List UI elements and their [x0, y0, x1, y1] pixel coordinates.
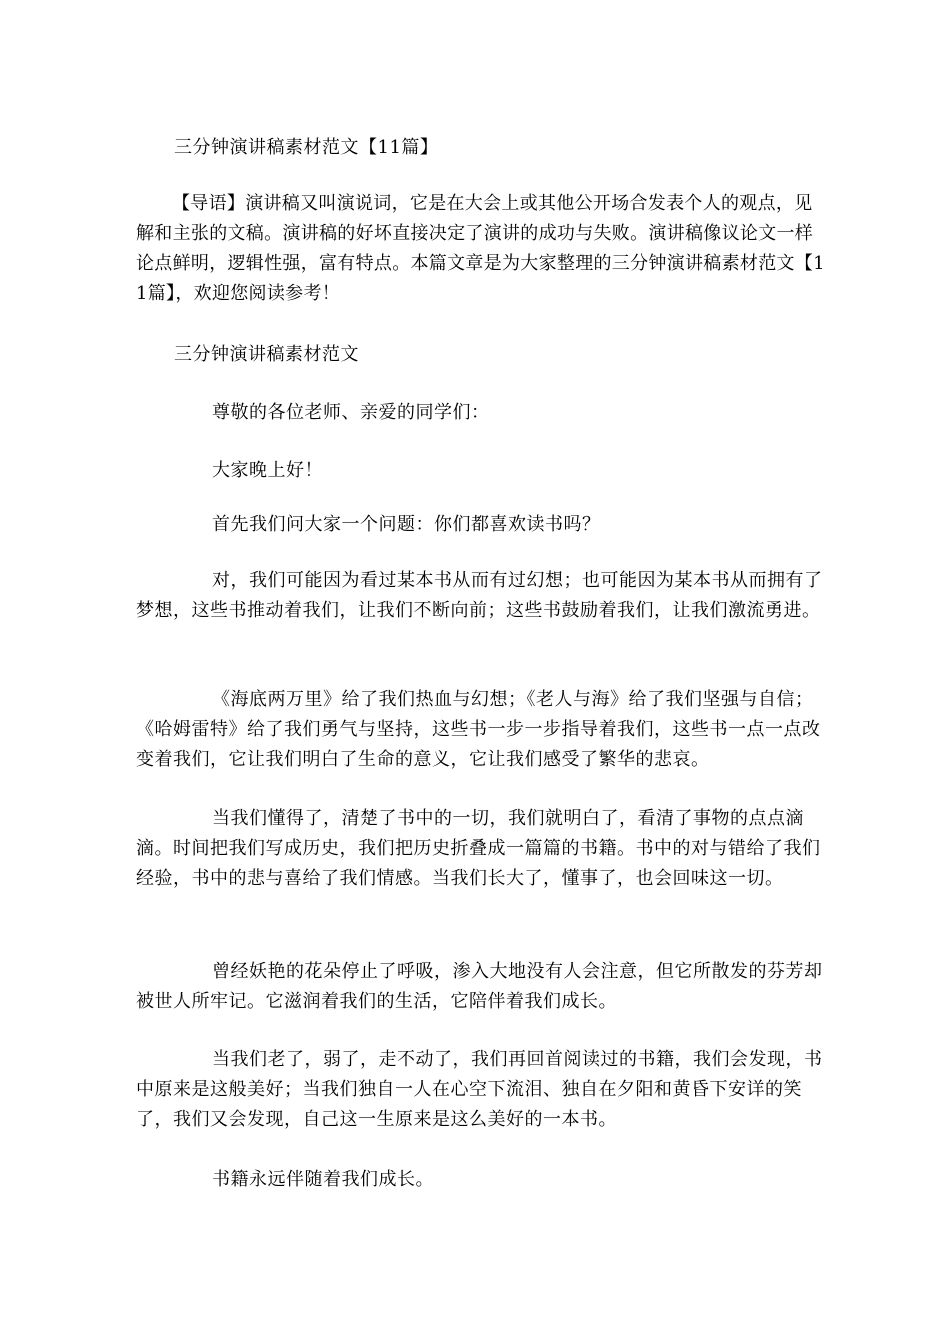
paragraph: 当我们老了，弱了，走不动了，我们再回首阅读过的书籍，我们会发现，书中原来是这般美好；当我们独自一人在心空下流泪、独自在夕阳和黄昏下安详的笑了，我们又会发现，自己这一生原来是这么美好的一本书。 [136, 1049, 823, 1130]
paragraph: 大家晚上好！ [212, 460, 323, 481]
paragraph: 书籍永远伴随着我们成长。 [212, 1169, 434, 1190]
paragraph: 尊敬的各位老师、亲爱的同学们： [212, 402, 490, 423]
paragraph: 《海底两万里》给了我们热血与幻想；《老人与海》给了我们坚强与自信；《哈姆雷特》给了我们勇气与坚持，这些书一步一步指导着我们，这些书一点一点改变着我们，它让我们明白了生命的意义，它让我们感受了繁华的悲哀。 [136, 689, 821, 770]
document-title: 三分钟演讲稿素材范文【11篇】 [174, 137, 439, 158]
section-title: 三分钟演讲稿素材范文 [174, 344, 359, 365]
paragraph: 当我们懂得了，清楚了书中的一切，我们就明白了，看清了事物的点点滴滴。时间把我们写成历史，我们把历史折叠成一篇篇的书籍。书中的对与错给了我们经验，书中的悲与喜给了我们情感。当我们长大了，懂事了，也会回味这一切。 [136, 808, 821, 889]
paragraph: 首先我们问大家一个问题：你们都喜欢读书吗？ [212, 514, 601, 535]
paragraph: 曾经妖艳的花朵停止了呼吸，渗入大地没有人会注意，但它所散发的芬芳却被世人所牢记。它滋润着我们的生活，它陪伴着我们成长。 [136, 961, 823, 1012]
paragraph: 对，我们可能因为看过某本书从而有过幻想；也可能因为某本书从而拥有了梦想，这些书推动着我们，让我们不断向前；这些书鼓励着我们，让我们激流勇进。 [136, 570, 823, 621]
intro-paragraph: 【导语】演讲稿又叫演说词，它是在大会上或其他公开场合发表个人的观点，见解和主张的文稿。演讲稿的好坏直接决定了演讲的成功与失败。演讲稿像议论文一样论点鲜明，逻辑性强，富有特点。本篇文章是为大家整理的三分钟演讲稿素材范文【11篇】，欢迎您阅读参考！ [136, 193, 825, 304]
